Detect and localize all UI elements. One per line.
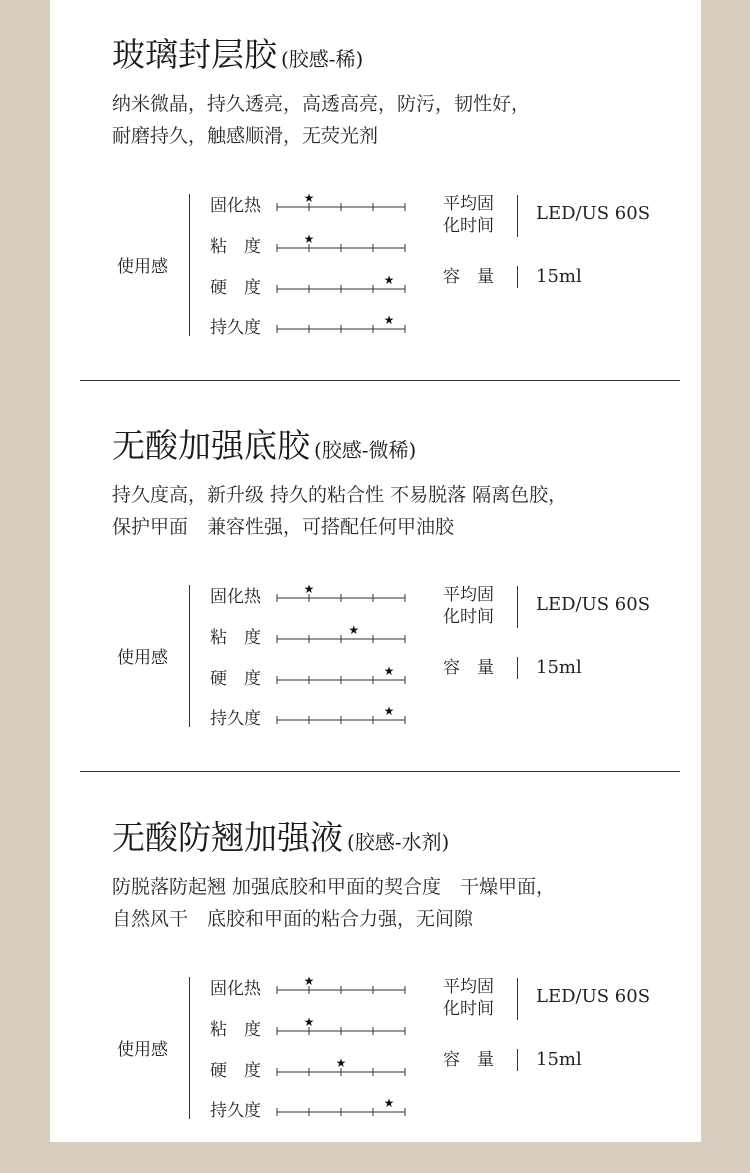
rating-row xyxy=(210,273,410,307)
rating-label: 粘 度 xyxy=(210,628,261,648)
product-section xyxy=(50,0,701,390)
info-separator xyxy=(517,586,518,628)
product-subtitle: (胶感-水剂) xyxy=(347,830,450,854)
rating-group-bracket xyxy=(189,585,190,727)
product-title: 无酸防翘加强液 (胶感-水剂) xyxy=(112,818,450,857)
rating-scale xyxy=(275,309,409,337)
section-divider xyxy=(80,771,680,772)
volume-label: 容 量 xyxy=(443,267,494,287)
product-subtitle: (胶感-微稀) xyxy=(314,438,417,462)
rating-scale xyxy=(275,187,409,215)
rating-row xyxy=(210,704,410,738)
cure-time-label: 平均固 化时间 xyxy=(443,194,494,236)
rating-row xyxy=(210,232,410,266)
rating-row xyxy=(210,664,410,698)
star-icon: ★ xyxy=(383,273,395,287)
rating-row xyxy=(210,1096,410,1130)
star-icon: ★ xyxy=(335,1056,347,1070)
product-title: 无酸加强底胶 (胶感-微稀) xyxy=(112,426,417,465)
volume-value: 15ml xyxy=(536,657,582,678)
cure-time-label: 平均固 化时间 xyxy=(443,977,494,1019)
rating-row xyxy=(210,191,410,225)
volume-value: 15ml xyxy=(536,1049,582,1070)
rating-label: 硬 度 xyxy=(210,278,261,298)
product-spec-page xyxy=(50,0,701,1142)
star-icon: ★ xyxy=(348,623,360,637)
product-description xyxy=(112,871,555,935)
rating-group-bracket xyxy=(189,977,190,1119)
rating-label: 持久度 xyxy=(210,1101,261,1121)
rating-label: 固化热 xyxy=(210,587,261,607)
rating-scale xyxy=(275,660,409,688)
star-icon: ★ xyxy=(383,1096,395,1110)
info-separator xyxy=(517,266,518,288)
volume-label: 容 量 xyxy=(443,658,494,678)
star-icon: ★ xyxy=(383,704,395,718)
rating-row xyxy=(210,313,410,347)
cure-time-label: 平均固 化时间 xyxy=(443,585,494,627)
info-separator xyxy=(517,978,518,1020)
rating-label: 硬 度 xyxy=(210,1061,261,1081)
rating-label: 粘 度 xyxy=(210,237,261,257)
volume-label: 容 量 xyxy=(443,1050,494,1070)
product-description xyxy=(112,479,567,543)
cure-time-value: LED/US 60S xyxy=(536,594,651,615)
star-icon: ★ xyxy=(303,191,315,205)
star-icon: ★ xyxy=(303,582,315,596)
usage-feel-label: 使用感 xyxy=(117,257,168,277)
rating-row xyxy=(210,582,410,616)
rating-label: 持久度 xyxy=(210,318,261,338)
rating-group-bracket xyxy=(189,194,190,336)
rating-scale xyxy=(275,269,409,297)
info-separator xyxy=(517,657,518,679)
product-section xyxy=(50,391,701,781)
product-title: 玻璃封层胶 (胶感-稀) xyxy=(112,35,364,74)
usage-feel-label: 使用感 xyxy=(117,1040,168,1060)
rating-scale xyxy=(275,228,409,256)
description-line: 持久度高，新升级 持久的粘合性 不易脱落 隔离色胶， xyxy=(112,484,568,506)
rating-row xyxy=(210,1056,410,1090)
volume-value: 15ml xyxy=(536,266,582,287)
cure-time-value: LED/US 60S xyxy=(536,203,651,224)
cure-time-value: LED/US 60S xyxy=(536,986,651,1007)
star-icon: ★ xyxy=(303,232,315,246)
description-line: 耐磨持久，触感顺滑，无荧光剂 xyxy=(112,125,379,147)
product-subtitle: (胶感-稀) xyxy=(281,47,364,71)
description-line: 保护甲面 兼容性强，可搭配任何甲油胶 xyxy=(112,516,455,538)
description-line: 自然风干 底胶和甲面的粘合力强，无间隙 xyxy=(112,908,474,930)
rating-label: 固化热 xyxy=(210,196,261,216)
info-separator xyxy=(517,195,518,237)
product-description xyxy=(112,88,530,152)
rating-scale xyxy=(275,1052,409,1080)
rating-row xyxy=(210,1015,410,1049)
rating-row xyxy=(210,974,410,1008)
rating-label: 固化热 xyxy=(210,979,261,999)
star-icon: ★ xyxy=(383,664,395,678)
info-separator xyxy=(517,1049,518,1071)
rating-label: 粘 度 xyxy=(210,1020,261,1040)
rating-scale xyxy=(275,700,409,728)
star-icon: ★ xyxy=(303,1015,315,1029)
star-icon: ★ xyxy=(303,974,315,988)
product-section xyxy=(50,783,701,1173)
rating-label: 硬 度 xyxy=(210,669,261,689)
description-line: 防脱落防起翘 加强底胶和甲面的契合度 干燥甲面， xyxy=(112,876,556,898)
description-line: 纳米微晶，持久透亮，高透高亮，防污，韧性好， xyxy=(112,93,531,115)
star-icon: ★ xyxy=(383,313,395,327)
rating-label: 持久度 xyxy=(210,709,261,729)
rating-scale xyxy=(275,1011,409,1039)
usage-feel-label: 使用感 xyxy=(117,648,168,668)
rating-scale xyxy=(275,970,409,998)
rating-scale xyxy=(275,578,409,606)
rating-scale xyxy=(275,619,409,647)
rating-row xyxy=(210,623,410,657)
section-divider xyxy=(80,380,680,381)
rating-scale xyxy=(275,1092,409,1120)
